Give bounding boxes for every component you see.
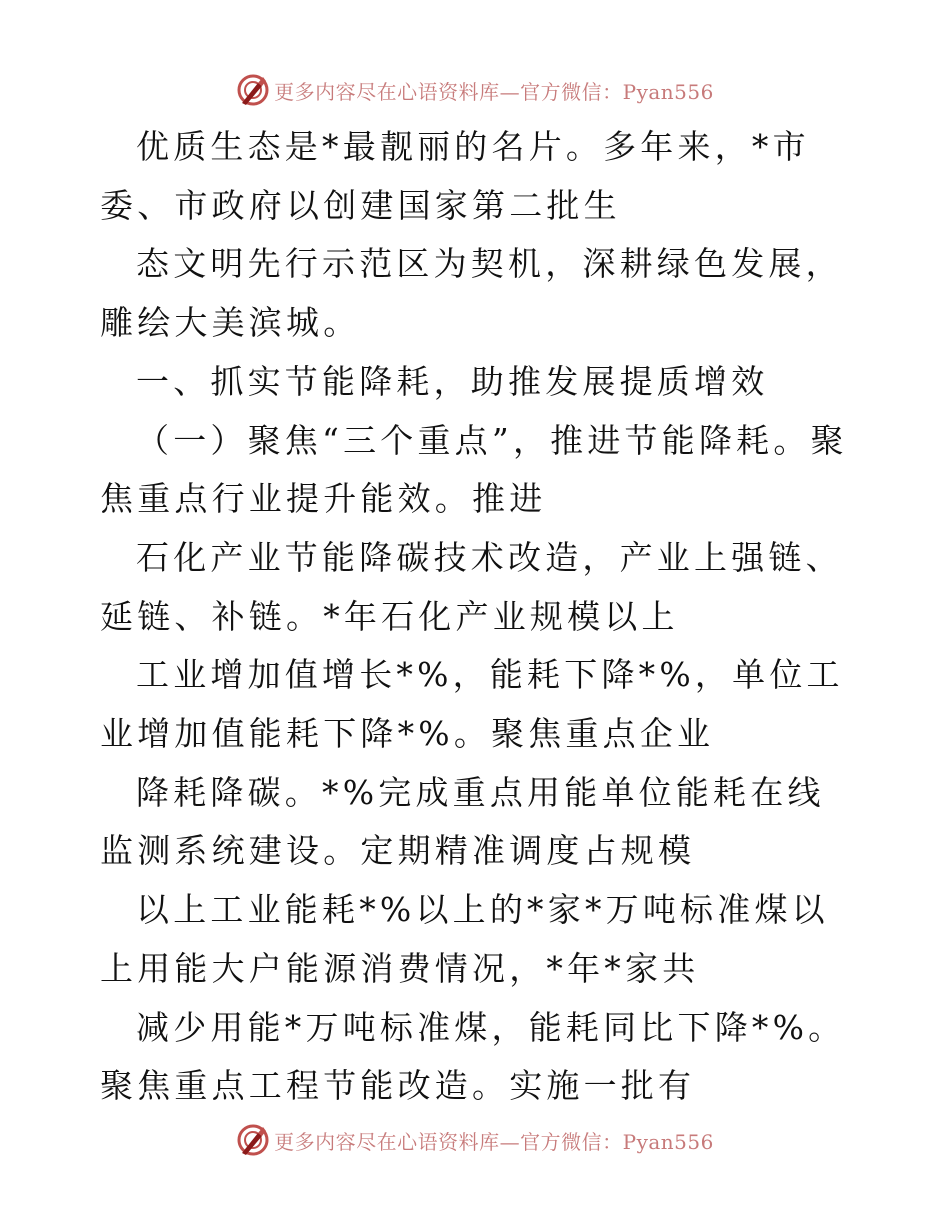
paragraph: 工业增加值增长*%，能耗下降*%，单位工业增加值能耗下降*%。聚焦重点企业	[100, 655, 844, 754]
paragraph: 石化产业节能降碳技术改造，产业上强链、延链、补链。*年石化产业规模以上	[100, 537, 843, 636]
paragraph: （一）聚焦“三个重点”，推进节能降耗。聚焦重点行业提升能效。推进	[100, 420, 848, 519]
banner-text: 更多内容尽在心语资料库—官方微信：Pyan556	[274, 1129, 714, 1154]
body-text	[100, 118, 860, 1116]
paragraph: 态文明先行示范区为契机，深耕绿色发展，雕绘大美滨城。	[100, 244, 843, 343]
footer-banner	[0, 1120, 950, 1160]
paragraph: 降耗降碳。*%完成重点用能单位能耗在线监测系统建设。定期精准调度占规模	[100, 772, 825, 871]
paragraph: 以上工业能耗*%以上的*家*万吨标准煤以上用能大户能源消费情况，*年*家共	[100, 890, 829, 988]
pen-logo-icon	[236, 1123, 270, 1157]
paragraph: 优质生态是*最靓丽的名片。多年来，*市委、市政府以创建国家第二批生	[100, 127, 810, 225]
banner-text: 更多内容尽在心语资料库—官方微信：Pyan556	[274, 79, 714, 104]
header-banner	[0, 70, 950, 110]
section-heading: 一、抓实节能降耗，助推发展提质增效	[136, 361, 769, 401]
pen-logo-icon	[236, 73, 270, 107]
paragraph: 减少用能*万吨标准煤，能耗同比下降*%。聚焦重点工程节能改造。实施一批有	[100, 1007, 846, 1106]
